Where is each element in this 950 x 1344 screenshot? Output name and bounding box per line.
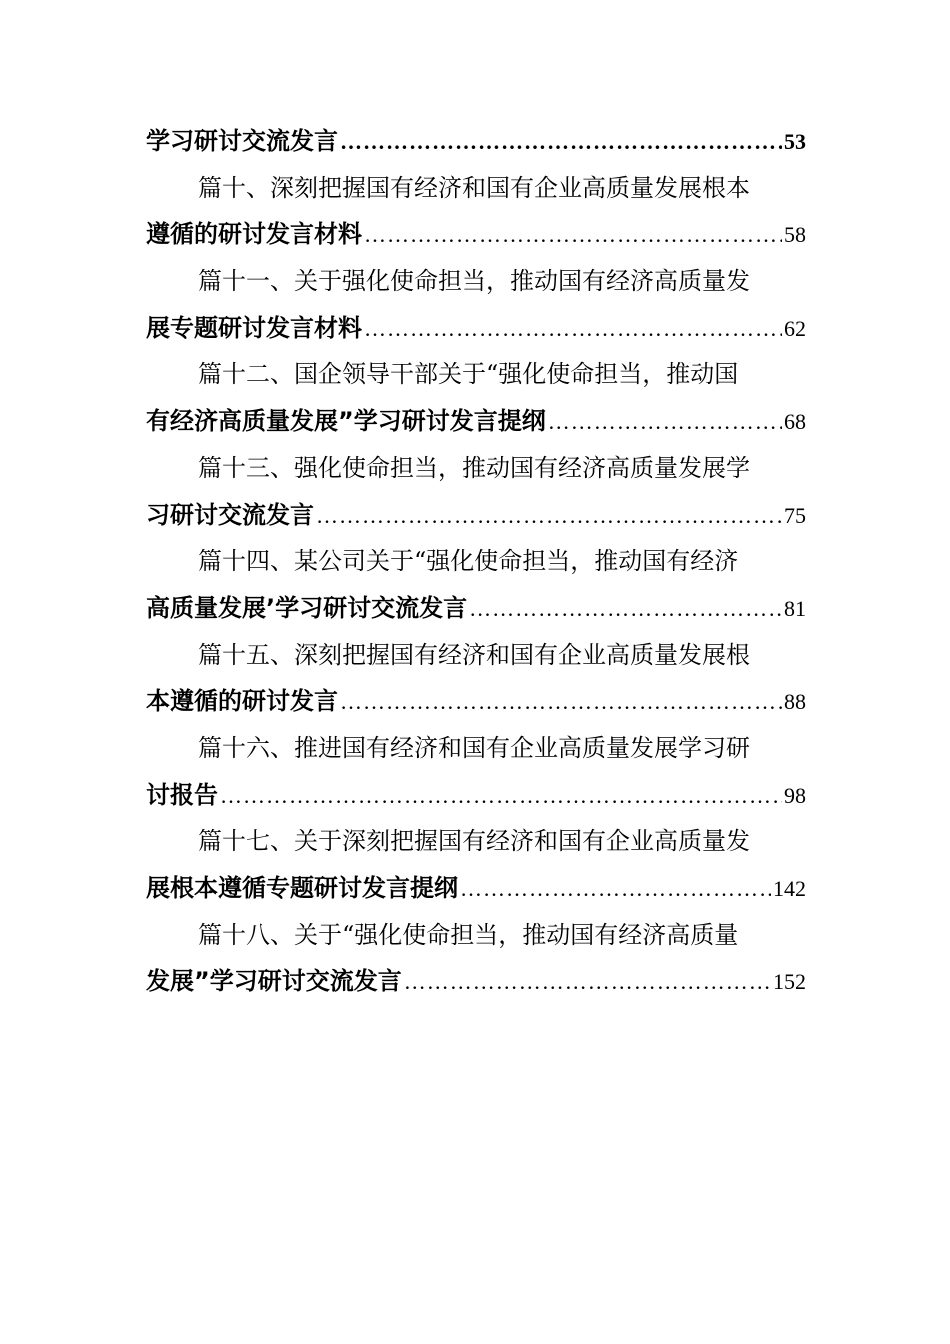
toc-entry-title: 篇十五、深刻把握国有经济和国有企业高质量发展根: [198, 640, 750, 669]
toc-entry-continuation-line: [146, 492, 806, 539]
toc-entry-title-line: [146, 725, 806, 772]
page-number: 88: [784, 689, 806, 715]
dot-leader: [340, 119, 782, 166]
toc-entry-title-continuation: 本遵循的研讨发言: [146, 687, 338, 716]
toc-entry-title-line: [146, 818, 806, 865]
page-number: 98: [784, 782, 806, 808]
toc-entry-title-line: [146, 912, 806, 959]
page-number: 68: [784, 409, 806, 435]
page-number: 81: [784, 595, 806, 621]
dot-leader: [316, 493, 782, 540]
dot-leader: [364, 306, 782, 353]
toc-entry-title: 篇十七、关于深刻把握国有经济和国有企业高质量发: [198, 827, 750, 856]
toc-entry-title-line: [146, 632, 806, 679]
toc-entry-title-line: [146, 538, 806, 585]
dot-leader: [340, 679, 782, 726]
toc-entry-title-line: [146, 445, 806, 492]
toc-entry-continuation-line: [146, 398, 806, 445]
toc-entry-title-continuation: 高质量发展’学习研讨交流发言: [146, 593, 468, 622]
dot-leader: [364, 212, 782, 259]
page-number: 142: [773, 876, 806, 901]
dot-leader: [220, 773, 782, 820]
toc-entry-title-line: [146, 351, 806, 398]
toc-entry-title-continuation: 发展”学习研讨交流发言: [146, 967, 402, 996]
toc-entries: [146, 165, 806, 1005]
toc-line-intro: [146, 118, 806, 165]
dot-leader: [548, 399, 782, 446]
toc-entry-continuation-line: [146, 958, 806, 1005]
toc-entry-title-continuation: 遵循的研讨发言材料: [146, 220, 362, 249]
toc-entry-title: 篇十六、推进国有经济和国有企业高质量发展学习研: [198, 733, 750, 762]
toc-entry-title: 篇十八、关于“强化使命担当，推动国有经济高质量: [198, 920, 739, 949]
toc-entry-title-continuation: 讨报告: [146, 780, 218, 809]
table-of-contents: [146, 118, 806, 1005]
toc-entry-continuation-line: [146, 865, 806, 912]
toc-entry-title-continuation: 展专题研讨发言材料: [146, 313, 362, 342]
dot-leader: [469, 586, 782, 633]
toc-entry-title-line: [146, 258, 806, 305]
page-number: 53: [784, 129, 806, 154]
toc-entry-title-continuation: 有经济高质量发展”学习研讨发言提纲: [146, 407, 546, 436]
toc-entry-title-line: [146, 165, 806, 212]
page-number: 152: [773, 969, 806, 995]
toc-entry-title-continuation: 展根本遵循专题研讨发言提纲: [146, 874, 458, 902]
toc-entry-continuation-line: [146, 772, 806, 819]
toc-title-continuation: 学习研讨交流发言: [146, 127, 338, 155]
dot-leader: [404, 959, 771, 1006]
toc-entry-continuation-line: [146, 678, 806, 725]
toc-entry-continuation-line: [146, 305, 806, 352]
toc-entry-title: 篇十、深刻把握国有经济和国有企业高质量发展根本: [198, 173, 750, 202]
page-number: 75: [784, 502, 806, 528]
toc-entry-title: 篇十三、强化使命担当，推动国有经济高质量发展学: [198, 453, 750, 482]
dot-leader: [460, 866, 771, 913]
toc-entry-continuation-line: [146, 211, 806, 258]
toc-entry-title-continuation: 习研讨交流发言: [146, 500, 314, 529]
toc-entry-title: 篇十四、某公司关于“强化使命担当，推动国有经济: [198, 547, 739, 576]
toc-entry-title: 篇十一、关于强化使命担当，推动国有经济高质量发: [198, 267, 750, 296]
page-number: 62: [784, 315, 806, 341]
toc-entry-continuation-line: [146, 585, 806, 632]
toc-entry-title: 篇十二、国企领导干部关于“强化使命担当，推动国: [198, 360, 739, 389]
page-number: 58: [784, 222, 806, 248]
